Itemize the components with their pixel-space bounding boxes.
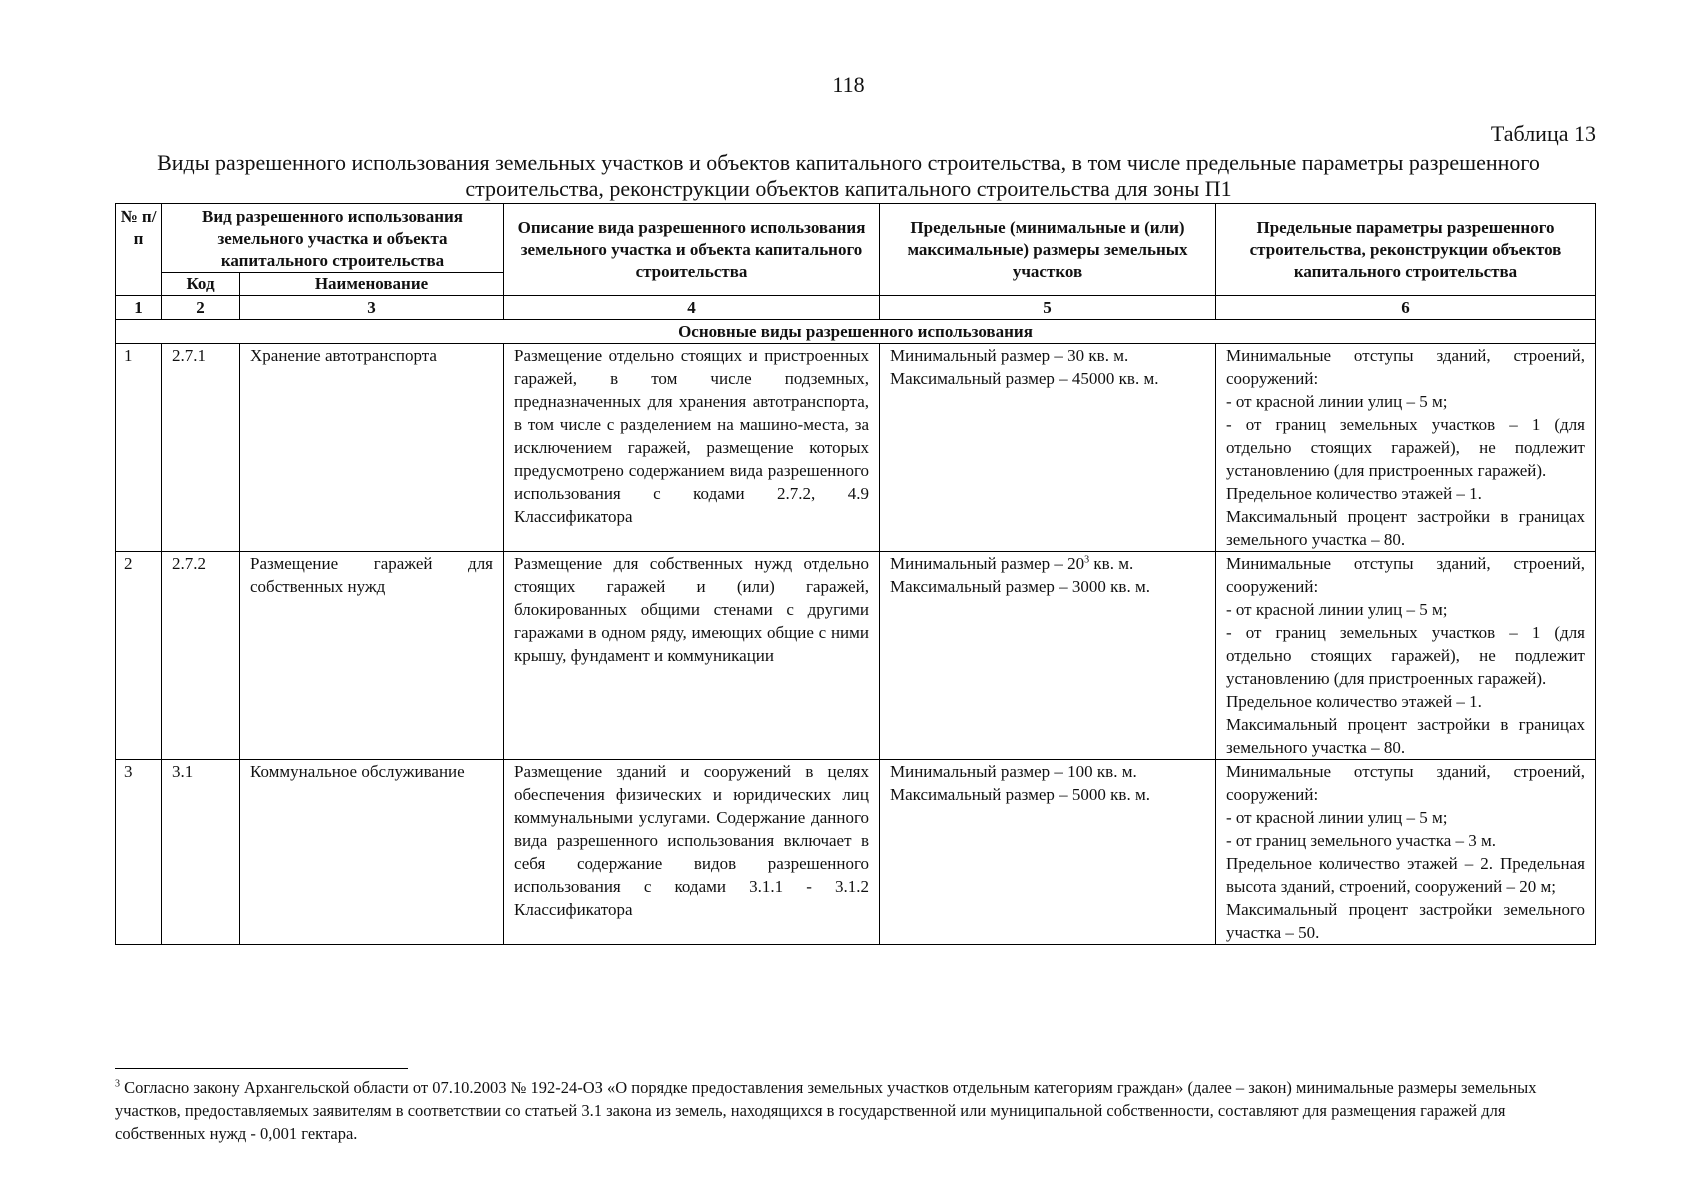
table-title: Виды разрешенного использования земельных участков и объектов капитального строительства, в том числе предельные параметры разрешенного строительства, реконструкции объектов капитального строительства для зоны П1 [157, 150, 1540, 201]
param-line: - от границ земельного участка – 3 м. [1226, 831, 1496, 850]
param-line: Предельное количество этажей – 2. Предельная высота зданий, строений, сооружений – 20 м; [1226, 854, 1585, 896]
table-label: Таблица 13 [1490, 121, 1596, 146]
param-line: Максимальный процент застройки земельного участка – 50. [1226, 900, 1585, 942]
section-title: Основные виды разрешенного использования [116, 320, 1596, 344]
column-number: 5 [880, 296, 1216, 320]
size-min: Минимальный размер – 100 кв. м. [890, 762, 1137, 781]
size-min [890, 552, 1205, 575]
row-number: 2 [116, 552, 162, 760]
footnote-mark: 3 [115, 1078, 120, 1090]
table-row [116, 760, 1596, 945]
size-min-unit: кв. м. [1089, 554, 1134, 573]
header-use-type: Вид разрешенного использования земельного участка и объекта капитального строительства [162, 204, 504, 273]
footnote-separator [115, 1068, 408, 1069]
param-line: - от красной линии улиц – 5 м; [1226, 600, 1448, 619]
section-row [116, 320, 1596, 344]
header-code: Код [162, 273, 240, 296]
header-number: № п/п [116, 204, 162, 296]
param-line: Минимальные отступы зданий, строений, сооружений: [1226, 762, 1585, 804]
size-max: Максимальный размер – 5000 кв. м. [890, 785, 1150, 804]
row-description: Размещение зданий и сооружений в целях обеспечения физических и юридических лиц коммунальными услугами. Содержание данного вида разрешенного использования включает в себя содержание видов разрешенного использования с кодами 3.1.1 - 3.1.2 Классификатора [504, 760, 880, 945]
row-plot-size [880, 344, 1216, 552]
row-code: 3.1 [162, 760, 240, 945]
column-number: 2 [162, 296, 240, 320]
row-construction-params [1216, 760, 1596, 945]
row-description: Размещение для собственных нужд отдельно стоящих гаражей и (или) гаражей, блокированных общими стенами с другими гаражами в одном ряду, имеющих общие с ними крышу, фундамент и коммуникации [504, 552, 880, 760]
header-name: Наименование [240, 273, 504, 296]
param-line: - от красной линии улиц – 5 м; [1226, 392, 1448, 411]
size-max: Максимальный размер – 45000 кв. м. [890, 369, 1159, 388]
column-number: 6 [1216, 296, 1596, 320]
row-name: Хранение автотранспорта [240, 344, 504, 552]
param-line: Минимальные отступы зданий, строений, сооружений: [1226, 346, 1585, 388]
page-number: 118 [832, 72, 865, 97]
row-code: 2.7.2 [162, 552, 240, 760]
column-number: 3 [240, 296, 504, 320]
footnote-text: Согласно закону Архангельской области от 07.10.2003 № 192-24-ОЗ «О порядке предоставления земельных участков отдельным категориям граждан» (далее – закон) минимальные размеры земельных участков, предоставляемых заявителям в соответствии со статьей 3.1 закона из земель, находящихся в государственной или муниципальной собственности, составляют для размещения гаражей для собственных нужд - 0,001 гектара. [115, 1078, 1537, 1143]
table-row [116, 552, 1596, 760]
param-line: Предельное количество этажей – 1. [1226, 692, 1482, 711]
size-min: Минимальный размер – 30 кв. м. [890, 346, 1129, 365]
row-number: 3 [116, 760, 162, 945]
row-number: 1 [116, 344, 162, 552]
header-construction-params: Предельные параметры разрешенного строительства, реконструкции объектов капитального строительства [1216, 204, 1596, 296]
land-use-table [115, 203, 1596, 945]
size-max: Максимальный размер – 3000 кв. м. [890, 577, 1150, 596]
row-code: 2.7.1 [162, 344, 240, 552]
footnote-reference[interactable]: 3 [1084, 554, 1090, 566]
column-number: 1 [116, 296, 162, 320]
row-construction-params [1216, 344, 1596, 552]
row-plot-size [880, 760, 1216, 945]
param-line: - от границ земельных участков – 1 (для отдельно стоящих гаражей), не подлежит установлению (для пристроенных гаражей). [1226, 623, 1585, 688]
row-name: Коммунальное обслуживание [240, 760, 504, 945]
param-line: Предельное количество этажей – 1. [1226, 484, 1482, 503]
column-numbers-row [116, 296, 1596, 320]
row-name: Размещение гаражей для собственных нужд [240, 552, 504, 760]
param-line: - от границ земельных участков – 1 (для отдельно стоящих гаражей), не подлежит установлению (для пристроенных гаражей). [1226, 415, 1585, 480]
column-number: 4 [504, 296, 880, 320]
header-description: Описание вида разрешенного использования земельного участка и объекта капитального строительства [504, 204, 880, 296]
row-description: Размещение отдельно стоящих и пристроенных гаражей, в том числе подземных, предназначенных для хранения автотранспорта, в том числе с разделением на машино-места, за исключением гаражей, размещение которых предусмотрено содержанием вида разрешенного использования с кодами 2.7.2, 4.9 Классификатора [504, 344, 880, 552]
row-construction-params [1216, 552, 1596, 760]
header-plot-size: Предельные (минимальные и (или) максимальные) размеры земельных участков [880, 204, 1216, 296]
param-line: Максимальный процент застройки в границах земельного участка – 80. [1226, 507, 1585, 549]
param-line: Максимальный процент застройки в границах земельного участка – 80. [1226, 715, 1585, 757]
table-row [116, 344, 1596, 552]
footnote [115, 1076, 1595, 1145]
param-line: - от красной линии улиц – 5 м; [1226, 808, 1448, 827]
param-line: Минимальные отступы зданий, строений, сооружений: [1226, 554, 1585, 596]
size-min-text: Минимальный размер – 20 [890, 554, 1085, 573]
row-plot-size [880, 552, 1216, 760]
